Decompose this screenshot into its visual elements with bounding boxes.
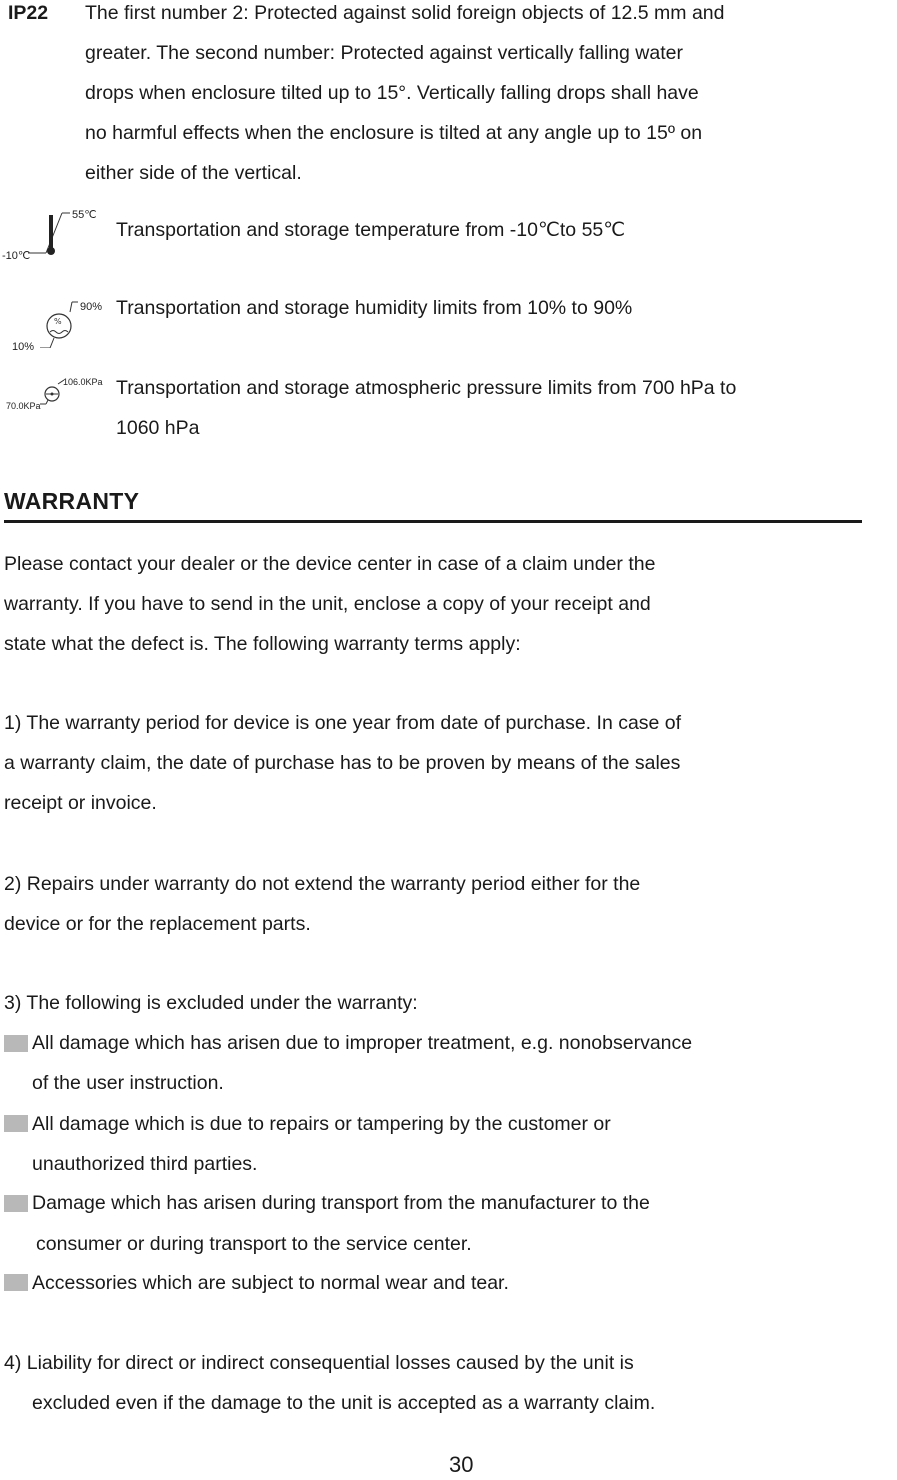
- exclusion-item-line: unauthorized third parties.: [32, 1153, 258, 1175]
- ip-description-line: The first number 2: Protected against solid foreign objects of 12.5 mm and: [85, 2, 725, 24]
- svg-text:%: %: [54, 317, 62, 326]
- exclusion-item-line: All damage which has arisen due to improper treatment, e.g. nonobservance: [32, 1032, 693, 1054]
- humidity-icon: [26, 296, 82, 348]
- term-3-heading: 3) The following is excluded under the warranty:: [4, 992, 418, 1014]
- ip-description-line: greater. The second number: Protected against vertically falling water: [85, 42, 683, 64]
- exclusion-item-line: Accessories which are subject to normal wear and tear.: [32, 1272, 509, 1294]
- bullet-square-icon: [4, 1195, 28, 1212]
- humidity-limit-text: Transportation and storage humidity limits from 10% to 90%: [116, 297, 633, 319]
- intro-line: state what the defect is. The following warranty terms apply:: [4, 633, 521, 655]
- term-4-line: 4) Liability for direct or indirect consequential losses caused by the unit is: [4, 1352, 634, 1374]
- pressure-limit-row: [0, 368, 890, 452]
- barometer-icon: [38, 378, 66, 410]
- pressure-limit-text: 1060 hPa: [116, 417, 200, 439]
- term-1-line: receipt or invoice.: [4, 792, 157, 814]
- temperature-high-label: 55℃: [72, 209, 97, 221]
- intro-line: warranty. If you have to send in the unit, enclose a copy of your receipt and: [4, 593, 651, 615]
- page-number: 30: [449, 1452, 474, 1477]
- warranty-heading: WARRANTY: [4, 488, 140, 514]
- exclusion-item-line: Damage which has arisen during transport from the manufacturer to the: [32, 1192, 650, 1214]
- pressure-high-label: 106.0KPa: [63, 377, 103, 387]
- term-1-line: a warranty claim, the date of purchase has to be proven by means of the sales: [4, 752, 681, 774]
- pressure-limit-text: Transportation and storage atmospheric pressure limits from 700 hPa to: [116, 377, 737, 399]
- bullet-square-icon: [4, 1035, 28, 1052]
- ip-description-line: either side of the vertical.: [85, 162, 302, 184]
- ip-description-line: drops when enclosure tilted up to 15°. Vertically falling drops shall have: [85, 82, 699, 104]
- thermometer-icon: [24, 209, 72, 261]
- humidity-limit-row: [0, 290, 890, 356]
- term-4-line: excluded even if the damage to the unit is accepted as a warranty claim.: [32, 1392, 656, 1414]
- ip-description-line: no harmful effects when the enclosure is tilted at any angle up to 15º on: [85, 122, 703, 144]
- temperature-limit-text: Transportation and storage temperature from -10℃to 55℃: [116, 219, 626, 241]
- term-1-line: 1) The warranty period for device is one year from date of purchase. In case of: [4, 712, 682, 734]
- bullet-square-icon: [4, 1115, 28, 1132]
- intro-line: Please contact your dealer or the device center in case of a claim under the: [4, 553, 656, 575]
- ip-code: IP22: [8, 2, 49, 24]
- exclusion-item-line: All damage which is due to repairs or tampering by the customer or: [32, 1113, 611, 1135]
- temperature-limit-row: [0, 205, 890, 265]
- term-2-line: 2) Repairs under warranty do not extend the warranty period either for the: [4, 873, 641, 895]
- term-2-line: device or for the replacement parts.: [4, 913, 311, 935]
- humidity-high-label: 90%: [80, 301, 103, 313]
- heading-divider: [4, 520, 862, 523]
- temperature-low-label: -10℃: [2, 250, 31, 262]
- exclusion-item-line: of the user instruction.: [32, 1072, 224, 1094]
- bullet-square-icon: [4, 1274, 28, 1291]
- humidity-low-label: 10%: [12, 341, 35, 353]
- pressure-low-label: 70.0KPa: [6, 401, 41, 411]
- exclusion-item-line: consumer or during transport to the service center.: [36, 1233, 472, 1255]
